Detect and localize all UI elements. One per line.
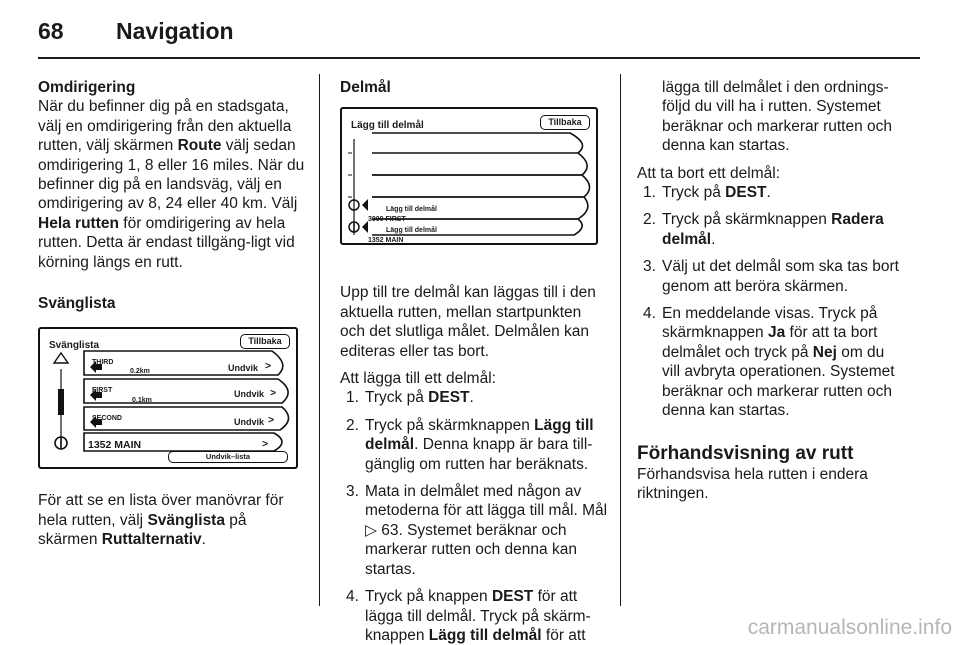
column-1 [38, 78, 306, 550]
route-options-term: Ruttalternativ [101, 531, 202, 549]
rerouting-paragraph: När du befinner dig på en stadsgata, välj en omdirigering från den aktuella rutten, välj skärmen Route välj sedan omdirigering 1, 8 eller 16 miles. När du befinner dig på en landsväg, välj en omdirigering av 8, 24 eller 40 km. Välj Hela rutten för omdirigering av hela rutten. Detta är endast tillgäng-ligt vid körning längs en rutt. [38, 98, 305, 271]
back-button[interactable]: Tillbaka [540, 115, 590, 130]
chevron-right-icon[interactable]: > [265, 360, 272, 373]
column-3 [637, 78, 905, 503]
turnlist-heading: Svänglista [38, 295, 116, 313]
add-waypoint-intro: Att lägga till ett delmål: [340, 370, 496, 388]
page-header [38, 18, 918, 58]
column-divider-1 [319, 74, 320, 606]
add-step-4-continued: lägga till delmålet i den ordnings-följd du vill ha i rutten. Systemet beräknar och markerar rutten och denna kan startas. [662, 79, 893, 155]
route-term: Route [177, 137, 222, 155]
remove-waypoint-intro: Att ta bort ett delmål: [637, 164, 781, 182]
page-number: 68 [38, 18, 64, 44]
chevron-right-icon[interactable]: > [262, 438, 269, 451]
avoid-button-1[interactable]: Undvik [228, 363, 259, 374]
add-step-2: 2. Tryck på skärmknappen Lägg till delmål. Denna knapp är bara till-gänglig om rutten har beräknats. [346, 416, 594, 473]
turn-list-title: Svänglista [49, 340, 100, 352]
avoid-list-button[interactable]: Undvik–lista [168, 451, 288, 463]
remove-step-3: 3. Välj ut det delmål som ska tas bort genom att beröra skärmen. [643, 258, 899, 295]
row-street-4: 1352 MAIN [88, 439, 142, 452]
remove-step-4: 4. En meddelande visas. Tryck på skärmknappen Ja för att ta bort delmålet och tryck på Nej om du vill avbryta operationen. Systemet beräknar och markerar rutten och denna kan startas. [643, 305, 895, 420]
column-divider-2 [620, 74, 621, 606]
column-2 [340, 78, 608, 645]
row-distance-1: 0.2km [130, 368, 150, 376]
add-steps-list [340, 388, 608, 645]
route-preview-paragraph: Förhandsvisa hela rutten i endera riktningen. [637, 465, 868, 502]
row-street-2: FIRST [92, 387, 113, 395]
remove-steps-list [637, 183, 905, 420]
rerouting-heading: Omdirigering [38, 79, 136, 96]
waypoint-intro: Upp till tre delmål kan läggas till i den aktuella rutten, mellan startpunkten och det slutliga målet. Delmålen kan editeras eller tas bort. [340, 284, 596, 360]
scroll-thumb [58, 389, 64, 415]
turnlist-paragraph: För att se en lista över manövrar för hela rutten, välj Svänglista på skärmen Ruttalternativ. [38, 492, 284, 549]
waypoint-row-frame-3 [372, 175, 590, 197]
row-street-3: SECOND [92, 415, 122, 423]
waypoint-row-frame-1 [372, 133, 583, 153]
add-step-3: 3. Mata in delmålet med någon av metoderna för att lägga till mål. Mål ▷ 63. Systemet beräknar och markerar rutten och denna kan startas. [346, 483, 608, 578]
turn-list-screen [38, 327, 298, 469]
avoid-button-2[interactable]: Undvik [234, 389, 265, 400]
whole-route-term: Hela rutten [38, 214, 119, 232]
waypoint-address-2: 1352 MAIN [368, 237, 404, 245]
add-step-1: 1. Tryck på DEST. [346, 389, 474, 407]
chevron-right-icon[interactable]: > [270, 387, 277, 400]
turnlist-term: Svänglista [147, 511, 225, 529]
add-waypoint-label-2[interactable]: Lägg till delmål [386, 227, 437, 235]
waypoint-heading: Delmål [340, 79, 391, 96]
remove-step-1: 1. Tryck på DEST. [643, 184, 771, 202]
back-button[interactable]: Tillbaka [240, 334, 290, 349]
add-waypoint-title: Lägg till delmål [351, 120, 424, 132]
row-distance-2: 0.1km [132, 397, 152, 405]
row-street-1: THIRD [92, 359, 114, 367]
header-rule [38, 57, 920, 59]
add-waypoint-screen [340, 107, 598, 245]
waypoint-address-1: 3000 FIRST [368, 216, 406, 224]
waypoint-row-frame-2 [372, 153, 587, 175]
avoid-button-3[interactable]: Undvik [234, 417, 265, 428]
remove-step-2: 2. Tryck på skärmknappen Radera delmål. [643, 211, 884, 248]
chevron-right-icon[interactable]: > [268, 414, 275, 427]
route-preview-heading: Förhandsvisning av rutt [637, 442, 854, 464]
add-step-4: 4. Tryck på knappen DEST för att lägga till delmål. Tryck på skärm-knappen Lägg till delmål för att [346, 588, 591, 644]
page-title: Navigation [116, 18, 234, 44]
page-ref-icon: ▷ [365, 521, 382, 539]
add-waypoint-label-1[interactable]: Lägg till delmål [386, 206, 437, 214]
watermark: carmanualsonline.info [747, 616, 952, 639]
